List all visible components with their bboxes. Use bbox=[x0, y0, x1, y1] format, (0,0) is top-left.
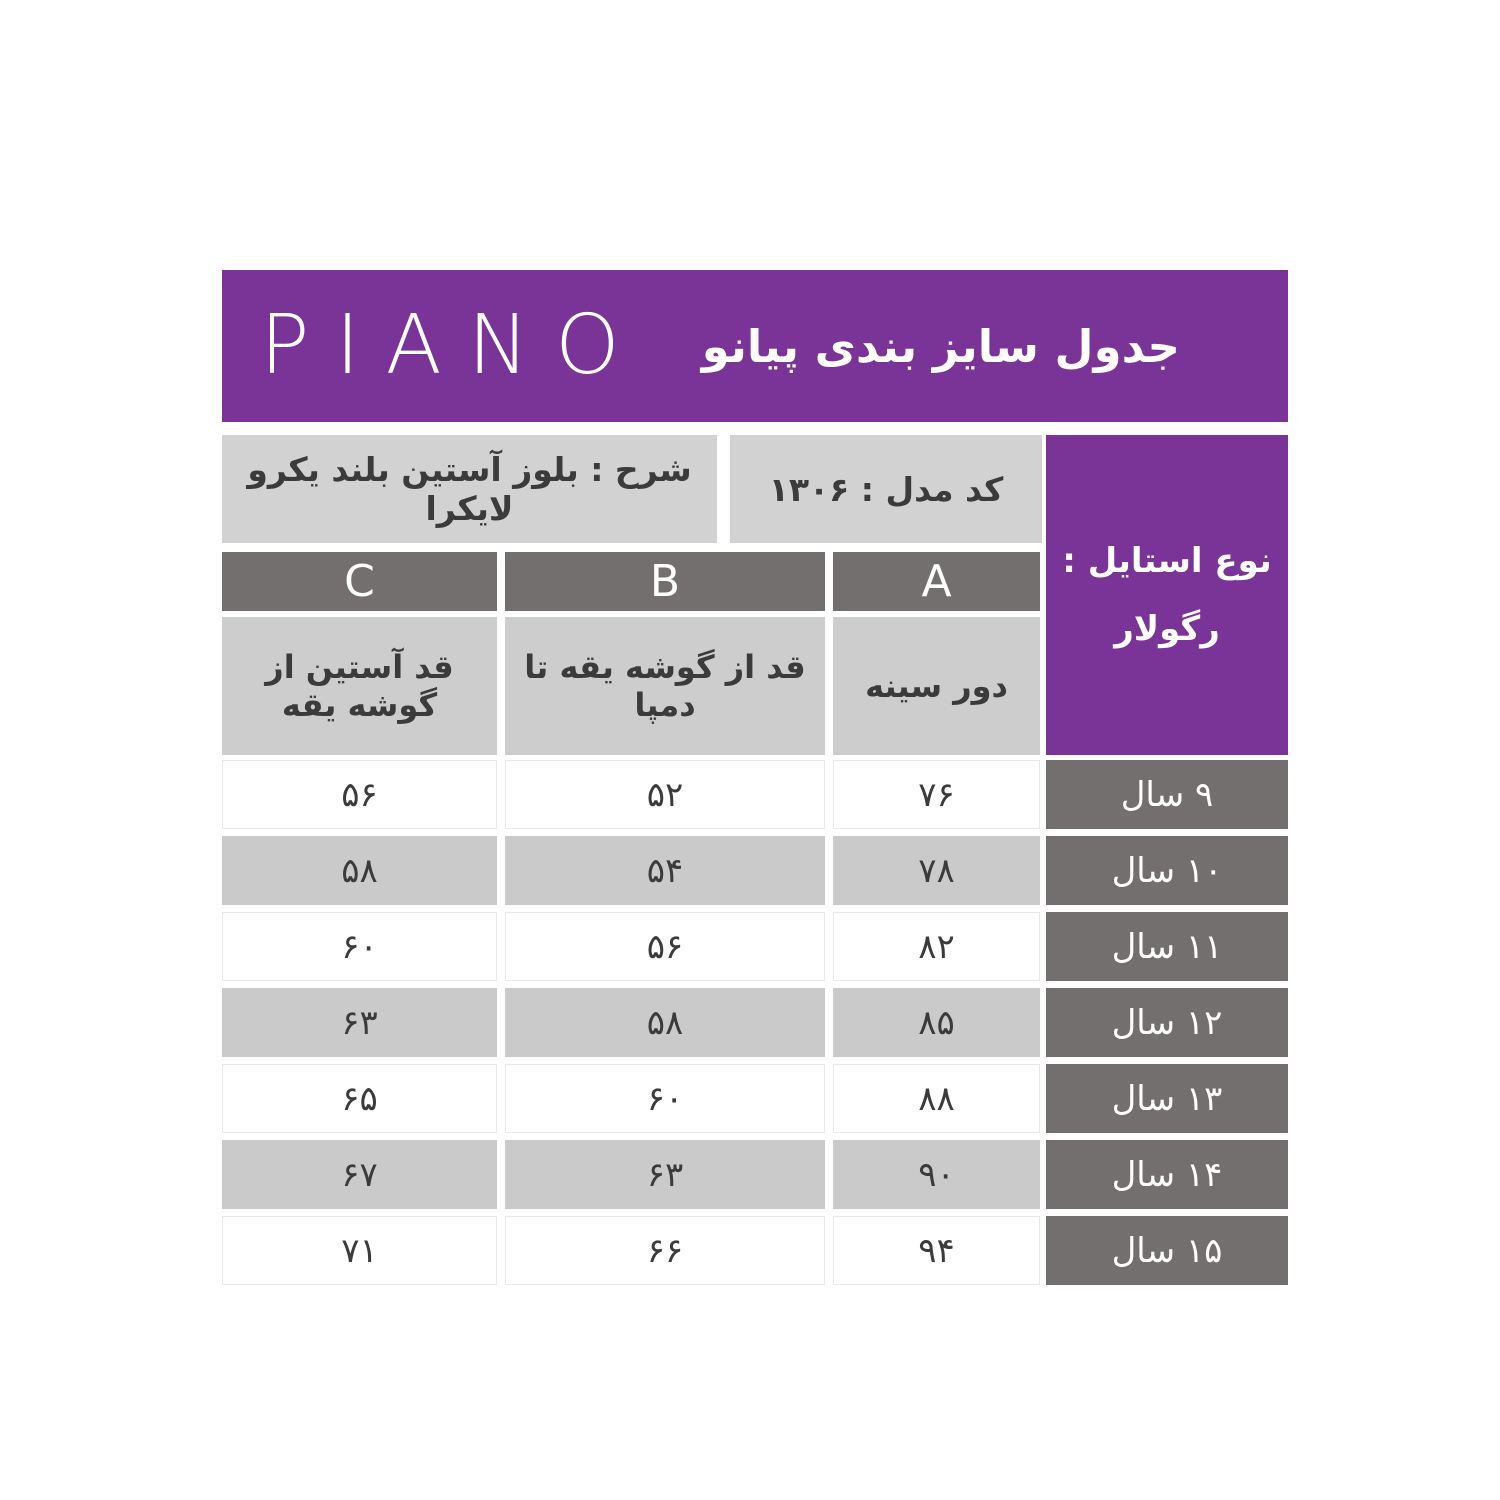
age-label: ۱۴ سال bbox=[1046, 1140, 1288, 1209]
age-label: ۹ سال bbox=[1046, 760, 1288, 829]
table-row bbox=[222, 760, 1288, 829]
value-a: ۸۲ bbox=[833, 912, 1040, 981]
table-row bbox=[222, 1064, 1288, 1133]
table-row bbox=[222, 836, 1288, 905]
age-label: ۱۵ سال bbox=[1046, 1216, 1288, 1285]
table-row bbox=[222, 988, 1288, 1057]
value-c: ۶۷ bbox=[222, 1140, 497, 1209]
header-bar bbox=[222, 270, 1288, 422]
value-a: ۸۵ bbox=[833, 988, 1040, 1057]
value-b: ۶۰ bbox=[505, 1064, 825, 1133]
value-c: ۷۱ bbox=[222, 1216, 497, 1285]
product-description: شرح : بلوز آستین بلند یکرو لایکرا bbox=[222, 435, 717, 543]
value-c: ۶۳ bbox=[222, 988, 497, 1057]
value-c: ۵۶ bbox=[222, 760, 497, 829]
column-desc-b: قد از گوشه یقه تا دمپا bbox=[505, 617, 825, 755]
value-b: ۵۶ bbox=[505, 912, 825, 981]
value-a: ۸۸ bbox=[833, 1064, 1040, 1133]
value-c: ۵۸ bbox=[222, 836, 497, 905]
column-desc-a: دور سینه bbox=[833, 617, 1040, 755]
column-desc-c: قد آستین از گوشه یقه bbox=[222, 617, 497, 755]
age-label: ۱۲ سال bbox=[1046, 988, 1288, 1057]
age-label: ۱۱ سال bbox=[1046, 912, 1288, 981]
age-label: ۱۰ سال bbox=[1046, 836, 1288, 905]
table-row bbox=[222, 1216, 1288, 1285]
column-header-c: C bbox=[222, 552, 497, 611]
column-header-b: B bbox=[505, 552, 825, 611]
value-a: ۷۶ bbox=[833, 760, 1040, 829]
value-b: ۶۳ bbox=[505, 1140, 825, 1209]
brand-logo: PIANO bbox=[260, 298, 646, 393]
column-header-a: A bbox=[833, 552, 1040, 611]
value-b: ۶۶ bbox=[505, 1216, 825, 1285]
value-b: ۵۸ bbox=[505, 988, 825, 1057]
value-c: ۶۵ bbox=[222, 1064, 497, 1133]
page-title: جدول سایز بندی پیانو bbox=[701, 319, 1180, 373]
value-a: ۹۰ bbox=[833, 1140, 1040, 1209]
value-a: ۹۴ bbox=[833, 1216, 1040, 1285]
table-row bbox=[222, 912, 1288, 981]
style-type-label: نوع استایل : bbox=[1062, 541, 1272, 581]
value-b: ۵۲ bbox=[505, 760, 825, 829]
model-code: کد مدل : ۱۳۰۶ bbox=[730, 435, 1042, 543]
value-a: ۷۸ bbox=[833, 836, 1040, 905]
size-chart-table bbox=[222, 270, 1288, 1285]
table-row bbox=[222, 1140, 1288, 1209]
style-type-value: رگولار bbox=[1114, 609, 1220, 649]
value-b: ۵۴ bbox=[505, 836, 825, 905]
style-type-box bbox=[1046, 435, 1288, 755]
value-c: ۶۰ bbox=[222, 912, 497, 981]
age-label: ۱۳ سال bbox=[1046, 1064, 1288, 1133]
